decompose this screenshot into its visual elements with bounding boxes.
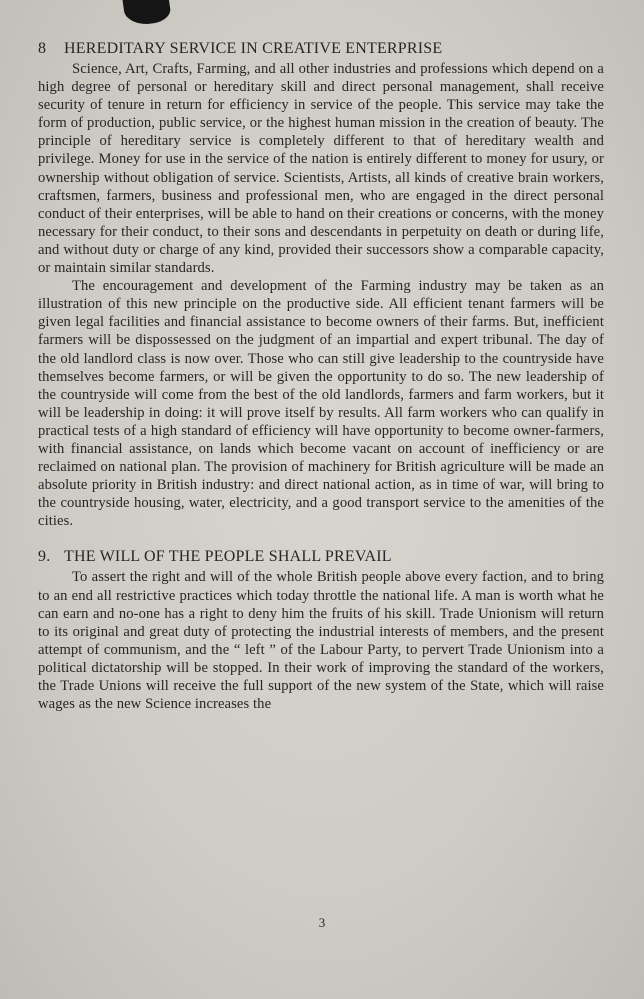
section-title: THE WILL OF THE PEOPLE SHALL PREVAIL xyxy=(64,548,392,566)
section-spacer xyxy=(38,530,604,546)
section-number: 9. xyxy=(38,548,51,566)
paragraph: Science, Art, Crafts, Farming, and all other industries and professions which depend on a high degree of personal or hereditary skill and direct personal management, shall receive security of tenure in return for efficiency in service of the people. This service may take the form of production, public service, or the highest human mission in the creation of beauty. The principle of hereditary service is completely different to that of hereditary wealth and privilege. Money for use in the service of the nation is entirely different to money for usury, or ownership without obligation of service. Scientists, Artists, all kinds of creative brain workers, craftsmen, farmers, business and professional men, who are engaged in the direct personal conduct of their enterprises, will be able to hand on their creations or concerns, with the money necessary for their conduct, to their sons and descendants in perpetuity on death or during life, and without duty or charge of any kind, provided their successors show a comparable capacity, or maintain similar standards. xyxy=(38,61,604,277)
section-heading xyxy=(38,38,604,60)
paragraph: To assert the right and will of the whole British people above every faction, and to bring to an end all restrictive practices which today throttle the national life. A man is worth what he can earn and no-one has a right to deny him the fruits of his skill. Trade Unionism will return to its original and great duty of protecting the industrial interests of members, and the present attempt of communism, and the “ left ” of the Labour Party, to pervert Trade Unionism into a political dictatorship will be stopped. In their work of improving the standard of the workers, the Trade Unions will receive the full support of the new system of the State, which will raise wages as the new Science increases the xyxy=(38,569,604,713)
page-number: 3 xyxy=(318,915,326,930)
section-heading xyxy=(38,546,604,568)
section-number: 8 xyxy=(38,40,47,57)
page-content xyxy=(38,38,604,713)
section-title: HEREDITARY SERVICE IN CREATIVE ENTERPRISE xyxy=(64,40,443,57)
ink-blot xyxy=(122,0,172,27)
section-9 xyxy=(38,546,604,713)
paragraph: The encouragement and development of the Farming industry may be taken as an illustration of this new principle on the productive side. All efficient tenant farmers will be given legal facilities and financial assistance to become owners of their farms. But, inefficient farmers will be dispossessed on the judgment of an impartial and expert tribunal. The day of the old landlord class is now over. Those who can still give leadership to the countryside have themselves become farmers, or will be given the opportunity to do so. The new leadership of the countryside will come from the best of the old landlords, farmers and farm workers, but it will be leadership in doing: it will prove itself by results. All farm workers who can qualify in practical tests of a high standard of efficiency will have opportunity to become owner-farmers, with financial assistance, on lands which become vacant on account of inefficiency or are reclaimed on national plan. The provision of machinery for British agriculture will be made an absolute priority in British industry: and direct national action, as in time of war, will bring to the countryside housing, water, electricity, and a good transport service to the amenities of the cities. xyxy=(38,278,604,530)
section-8 xyxy=(38,38,604,530)
